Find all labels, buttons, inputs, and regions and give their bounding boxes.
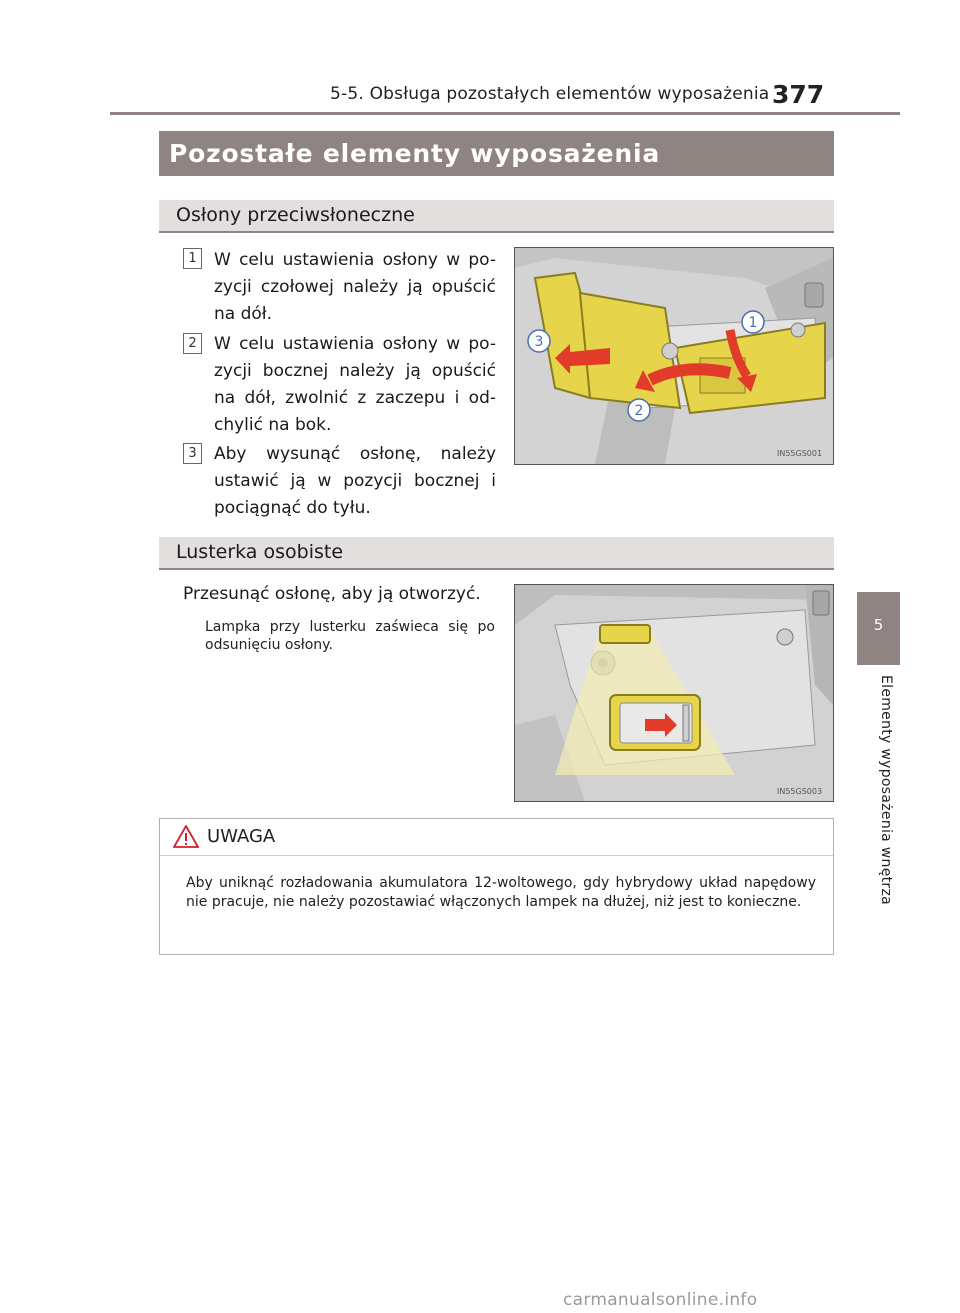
warning-header	[160, 819, 833, 856]
header-rule	[110, 112, 900, 115]
vanity-mirrors-note: Lampka przy lusterku zaświeca się po odsunięciu osłony.	[205, 619, 495, 653]
figure-code: IN55GS001	[777, 449, 823, 458]
vanity-mirror-figure	[514, 584, 834, 802]
figure-code-2: IN55GS003	[777, 787, 823, 796]
step-text-2: W celu ustawienia osłony w po-zycji bocznej należy ją opuścić na dół, zwolnić z zaczepu i od-chylić na bok.	[214, 334, 496, 435]
step-number-2: 2	[183, 333, 202, 354]
step-text-3: Aby wysunąć osłonę, należy ustawić ją w pozycji bocznej i pociągnąć do tyłu.	[214, 444, 496, 518]
chapter-number: 5	[873, 616, 884, 634]
step-number-1: 1	[183, 248, 202, 269]
warning-text: Aby uniknąć rozładowania akumulatora 12-woltowego, gdy hybrydowy układ napędowy nie pracuje, nie należy pozostawiać włączonych lampek na dłużej, niż jest to konieczne.	[186, 875, 816, 910]
step-text-1: W celu ustawienia osłony w po-zycji czołowej należy ją opuścić na dół.	[214, 250, 496, 324]
step-number-3: 3	[183, 443, 202, 464]
sun-visor-figure	[514, 247, 834, 465]
warning-box	[159, 818, 834, 955]
callout-3: 3	[534, 334, 544, 350]
warning-label: UWAGA	[207, 826, 276, 847]
callout-2: 2	[634, 403, 644, 419]
vanity-mirrors-text: Przesunąć osłonę, aby ją otworzyć.	[183, 584, 481, 604]
chapter-tab	[857, 592, 900, 665]
sun-visors-heading: Osłony przeciwsłoneczne	[159, 200, 834, 233]
vanity-mirror-illustration	[515, 585, 833, 801]
callout-1: 1	[748, 315, 758, 331]
watermark: carmanualsonline.info	[563, 1290, 758, 1310]
section-title: Pozostałe elementy wyposażenia	[159, 131, 834, 176]
warning-icon	[173, 825, 199, 848]
chapter-label: Elementy wyposażenia wnętrza	[878, 675, 894, 906]
sun-visor-illustration	[515, 248, 833, 464]
header-title: 5-5. Obsługa pozostałych elementów wyposażenia	[330, 84, 770, 104]
vanity-mirrors-heading: Lusterka osobiste	[159, 537, 834, 570]
page-number: 377	[772, 80, 825, 109]
